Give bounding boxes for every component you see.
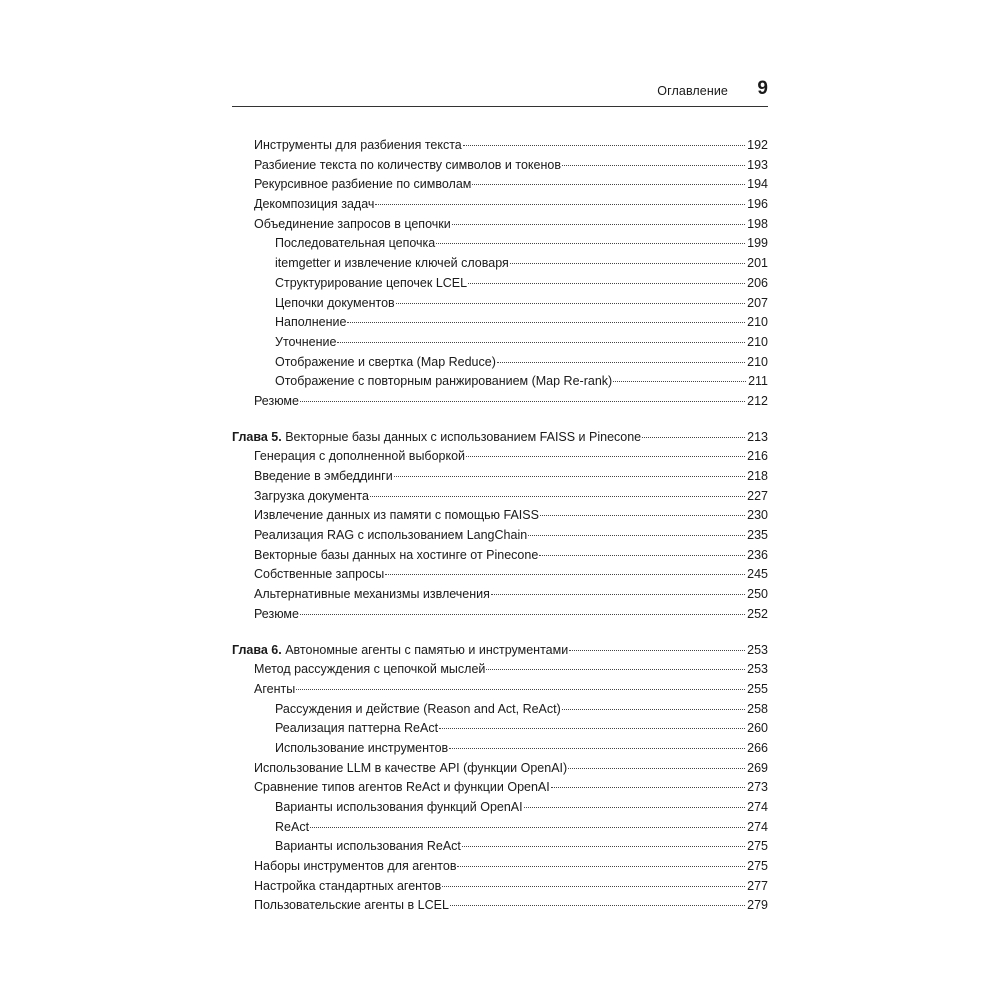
toc-entry — [232, 215, 768, 235]
toc-entry — [232, 254, 768, 274]
toc-entry-title: Альтернативные механизмы извлечения — [254, 587, 490, 602]
toc-entry — [232, 526, 768, 546]
toc-entry-title: Автономные агенты с памятью и инструментами — [285, 642, 569, 657]
toc-entry-page: 253 — [747, 642, 768, 657]
toc-entry-page: 274 — [747, 819, 768, 834]
dot-leader — [463, 145, 745, 146]
toc-entry-title: Настройка стандартных агентов — [254, 878, 442, 893]
toc-entry-title: Агенты — [254, 681, 296, 696]
toc-entry-page: 199 — [747, 236, 768, 251]
toc-entry-page: 193 — [747, 157, 768, 172]
toc-entry — [232, 719, 768, 739]
toc-entry — [232, 156, 768, 176]
toc-entry-page: 198 — [747, 216, 768, 231]
dot-leader — [539, 555, 745, 556]
dot-leader — [394, 476, 745, 477]
toc-entry-title: Варианты использования функций OpenAI — [275, 800, 523, 814]
dot-leader — [370, 496, 745, 497]
dot-leader — [551, 787, 745, 788]
toc-entry — [232, 274, 768, 294]
dot-leader — [486, 669, 745, 670]
toc-chapter-entry — [232, 428, 768, 448]
dot-leader — [296, 689, 745, 690]
toc-entry-page: 269 — [747, 760, 768, 775]
toc-entry — [232, 467, 768, 487]
toc-entry-title: Рассуждения и действие (Reason and Act, ReAct) — [275, 701, 561, 716]
toc-entry-page: 230 — [747, 508, 768, 523]
toc-entry-title: Наполнение — [275, 315, 347, 330]
dot-leader — [491, 594, 745, 595]
toc-entry-title: Введение в эмбеддинги — [254, 469, 393, 483]
dot-leader — [375, 204, 745, 205]
toc-entry — [232, 778, 768, 798]
toc-entry — [232, 234, 768, 254]
dot-leader — [439, 728, 745, 729]
toc-entry — [232, 857, 768, 877]
toc-entry — [232, 372, 768, 392]
chapter-label: Глава 5. — [232, 429, 282, 444]
dot-leader — [462, 846, 745, 847]
toc-entry-title: Пользовательские агенты в LCEL — [254, 898, 449, 913]
toc-entry-page: 236 — [747, 547, 768, 562]
dot-leader — [385, 574, 745, 575]
dot-leader — [540, 515, 745, 516]
toc-entry-title: Реализация паттерна ReAct — [275, 721, 439, 736]
dot-leader — [452, 224, 745, 225]
toc-entry-title: Загрузка документа — [254, 488, 369, 503]
page-number: 9 — [757, 78, 768, 99]
toc-entry — [232, 175, 768, 195]
dot-leader — [497, 362, 745, 363]
toc-entry-title: Декомпозиция задач — [254, 197, 375, 212]
toc-entry — [232, 313, 768, 333]
dot-leader — [568, 768, 745, 769]
toc-entry-title: Отображение и свертка (Map Reduce) — [275, 354, 496, 369]
toc-entry-page: 196 — [747, 197, 768, 212]
toc-entry — [232, 195, 768, 215]
toc-entry-title: Использование инструментов — [275, 740, 449, 755]
toc-entry-page: 201 — [747, 256, 768, 271]
toc-entry-title: Векторные базы данных с использованием FAISS и Pinecone — [285, 429, 642, 444]
toc-entry — [232, 353, 768, 373]
toc-entry — [232, 660, 768, 680]
toc-entry-title: Уточнение — [275, 334, 337, 349]
toc-entry-page: 216 — [747, 449, 768, 464]
toc-entry-title: Векторные базы данных на хостинге от Pinecone — [254, 547, 539, 562]
toc-entry-title: Резюме — [254, 606, 299, 621]
toc-entry — [232, 392, 768, 412]
dot-leader — [442, 886, 745, 887]
toc-chapter-entry — [232, 641, 768, 661]
toc-entry-page: 255 — [747, 681, 768, 696]
toc-entry — [232, 136, 768, 156]
dot-leader — [300, 401, 745, 402]
toc-entry-page: 252 — [747, 606, 768, 621]
toc-entry — [232, 585, 768, 605]
toc-entry — [232, 759, 768, 779]
toc-entry — [232, 877, 768, 897]
toc-entry — [232, 333, 768, 353]
chapter-label: Глава 6. — [232, 642, 282, 657]
toc-entry-page: 206 — [747, 275, 768, 290]
toc-entry-title: Метод рассуждения с цепочкой мыслей — [254, 662, 486, 677]
toc-entry-page: 266 — [747, 740, 768, 755]
toc-entry — [232, 506, 768, 526]
dot-leader — [450, 905, 745, 906]
toc-entry-title: Объединение запросов в цепочки — [254, 216, 451, 231]
dot-leader — [396, 303, 745, 304]
toc-entry-title: Извлечение данных из памяти с помощью FAISS — [254, 508, 539, 523]
dot-leader — [524, 807, 746, 808]
dot-leader — [510, 263, 745, 264]
toc-entry-page: 194 — [747, 177, 768, 192]
dot-leader — [436, 243, 745, 244]
toc-entry-page: 210 — [747, 354, 768, 369]
toc-entry-title: Реализация RAG с использованием LangChain — [254, 528, 528, 543]
toc-entry-title: Отображение с повторным ранжированием (Map Re-rank) — [275, 374, 613, 389]
header-rule — [232, 106, 768, 107]
toc-entry-page: 210 — [747, 334, 768, 349]
toc-entry-page: 253 — [747, 662, 768, 677]
toc-entry — [232, 896, 768, 916]
toc-entry — [232, 798, 768, 818]
dot-leader — [472, 184, 745, 185]
toc-entry — [232, 818, 768, 838]
toc-entry-title: Сравнение типов агентов ReAct и функции OpenAI — [254, 780, 550, 795]
toc-entry-title: Разбиение текста по количеству символов и токенов — [254, 157, 561, 172]
toc-entry-page: 279 — [747, 898, 768, 913]
toc-entry-page: 258 — [747, 701, 768, 716]
toc-entry — [232, 565, 768, 585]
dot-leader — [569, 650, 745, 651]
dot-leader — [642, 437, 745, 438]
header-title: Оглавление — [657, 84, 728, 98]
toc-entry-title: Рекурсивное разбиение по символам — [254, 177, 472, 192]
toc-entry-title: Собственные запросы — [254, 567, 385, 582]
toc-entry-page: 211 — [748, 374, 768, 389]
toc-entry-title: Варианты использования ReAct — [275, 839, 461, 854]
toc-entry-page: 275 — [747, 839, 768, 854]
toc-entry — [232, 680, 768, 700]
dot-leader — [457, 866, 745, 867]
toc-entry-page: 218 — [747, 469, 768, 483]
toc-entry-title: Генерация с дополненной выборкой — [254, 449, 466, 464]
dot-leader — [347, 322, 745, 323]
toc-entry-page: 274 — [747, 800, 768, 814]
toc-entry-page: 192 — [747, 138, 768, 152]
dot-leader — [310, 827, 745, 828]
dot-leader — [562, 165, 745, 166]
toc-entry-page: 245 — [747, 567, 768, 582]
toc-entry-page: 250 — [747, 587, 768, 602]
toc-entry — [232, 700, 768, 720]
running-header — [232, 76, 768, 106]
toc-entry-title: ReAct — [275, 819, 310, 834]
toc-entry-title: Последовательная цепочка — [275, 236, 436, 251]
dot-leader — [468, 283, 745, 284]
toc-entry-page: 212 — [747, 393, 768, 408]
toc-entry-page: 210 — [747, 315, 768, 330]
toc-entry-title: Наборы инструментов для агентов — [254, 859, 457, 874]
toc-entry-page: 227 — [747, 488, 768, 503]
dot-leader — [449, 748, 745, 749]
dot-leader — [562, 709, 745, 710]
dot-leader — [528, 535, 745, 536]
toc-entry-title: Структурирование цепочек LCEL — [275, 275, 468, 290]
toc-entry-title: itemgetter и извлечение ключей словаря — [275, 256, 509, 271]
toc-entry — [232, 447, 768, 467]
toc-entry-page: 273 — [747, 780, 768, 795]
dot-leader — [613, 381, 746, 382]
toc-entry — [232, 487, 768, 507]
dot-leader — [337, 342, 745, 343]
toc-entry-title: Инструменты для разбиения текста — [254, 138, 462, 152]
toc-entry — [232, 605, 768, 625]
toc-entry-title: Использование LLM в качестве API (функции OpenAI) — [254, 760, 568, 775]
toc-entry — [232, 294, 768, 314]
toc-entry-page: 277 — [747, 878, 768, 893]
table-of-contents — [232, 136, 768, 916]
toc-entry — [232, 546, 768, 566]
toc-entry-title: Резюме — [254, 393, 299, 408]
toc-entry-page: 207 — [747, 295, 768, 310]
toc-entry-page: 275 — [747, 859, 768, 874]
dot-leader — [300, 614, 745, 615]
toc-entry — [232, 837, 768, 857]
toc-entry-page: 235 — [747, 528, 768, 543]
toc-entry-page: 213 — [747, 429, 768, 444]
toc-entry — [232, 739, 768, 759]
toc-entry-page: 260 — [747, 721, 768, 736]
dot-leader — [466, 456, 745, 457]
toc-entry-title: Цепочки документов — [275, 295, 395, 310]
